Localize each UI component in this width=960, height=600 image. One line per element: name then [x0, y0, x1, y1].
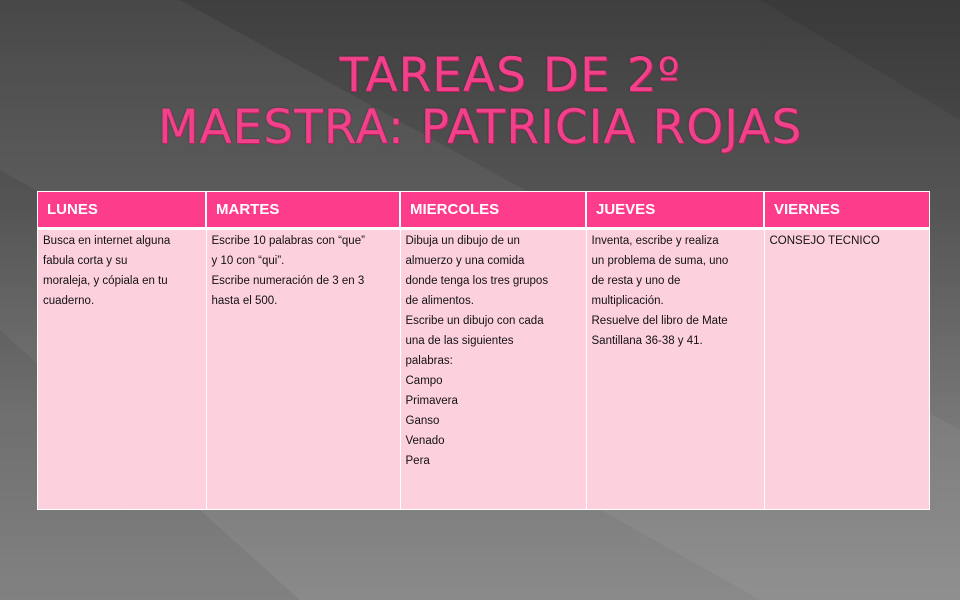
cell-text: Inventa, escribe y realiza: [591, 234, 719, 247]
cell-text: CONSEJO TECNICO: [769, 234, 880, 247]
schedule-table: [38, 192, 929, 509]
cell-martes: [206, 228, 400, 509]
cell-text: hasta el 500.: [211, 294, 278, 307]
cell-text: almuerzo y una comida: [405, 254, 525, 267]
title-line-2: MAESTRA: PATRICIA ROJAS: [157, 100, 803, 155]
header-miercoles: MIERCOLES: [400, 192, 586, 228]
cell-text: multiplicación.: [591, 294, 664, 307]
cell-text: Pera: [405, 454, 430, 467]
cell-text: palabras:: [405, 354, 453, 367]
cell-text: donde tenga los tres grupos: [405, 274, 549, 287]
title-line-1: TAREAS DE 2º: [339, 48, 681, 103]
cell-text: de resta y uno de: [591, 274, 681, 287]
cell-text: un problema de suma, uno: [591, 254, 729, 267]
cell-text: de alimentos.: [405, 294, 474, 307]
cell-text: Primavera: [405, 394, 458, 407]
header-martes: MARTES: [206, 192, 400, 228]
slide-title: [0, 50, 960, 154]
cell-text: fabula corta y su: [43, 254, 128, 267]
cell-text: una de las siguientes: [405, 334, 514, 347]
header-lunes: LUNES: [38, 192, 206, 228]
homework-table: [37, 191, 930, 510]
cell-text: Campo: [405, 374, 443, 387]
cell-text: Escribe un dibujo con cada: [405, 314, 544, 327]
cell-text: Venado: [405, 434, 445, 447]
cell-jueves: [586, 228, 764, 509]
cell-lunes: [38, 228, 206, 509]
cell-text: moraleja, y cópiala en tu: [43, 274, 168, 287]
cell-text: y 10 con “qui”.: [211, 254, 285, 267]
tasks-row: [38, 228, 929, 509]
cell-text: Dibuja un dibujo de un: [405, 234, 520, 247]
cell-text: Busca en internet alguna: [43, 234, 171, 247]
header-row: [38, 192, 929, 228]
cell-text: Santillana 36-38 y 41.: [591, 334, 703, 347]
header-jueves: JUEVES: [586, 192, 764, 228]
cell-text: Escribe numeración de 3 en 3: [211, 274, 365, 287]
cell-text: Ganso: [405, 414, 440, 427]
cell-viernes: [764, 228, 929, 509]
cell-text: Escribe 10 palabras con “que”: [211, 234, 365, 247]
cell-text: Resuelve del libro de Mate: [591, 314, 728, 327]
header-viernes: VIERNES: [764, 192, 929, 228]
cell-miercoles: [400, 228, 586, 509]
cell-text: cuaderno.: [43, 294, 95, 307]
